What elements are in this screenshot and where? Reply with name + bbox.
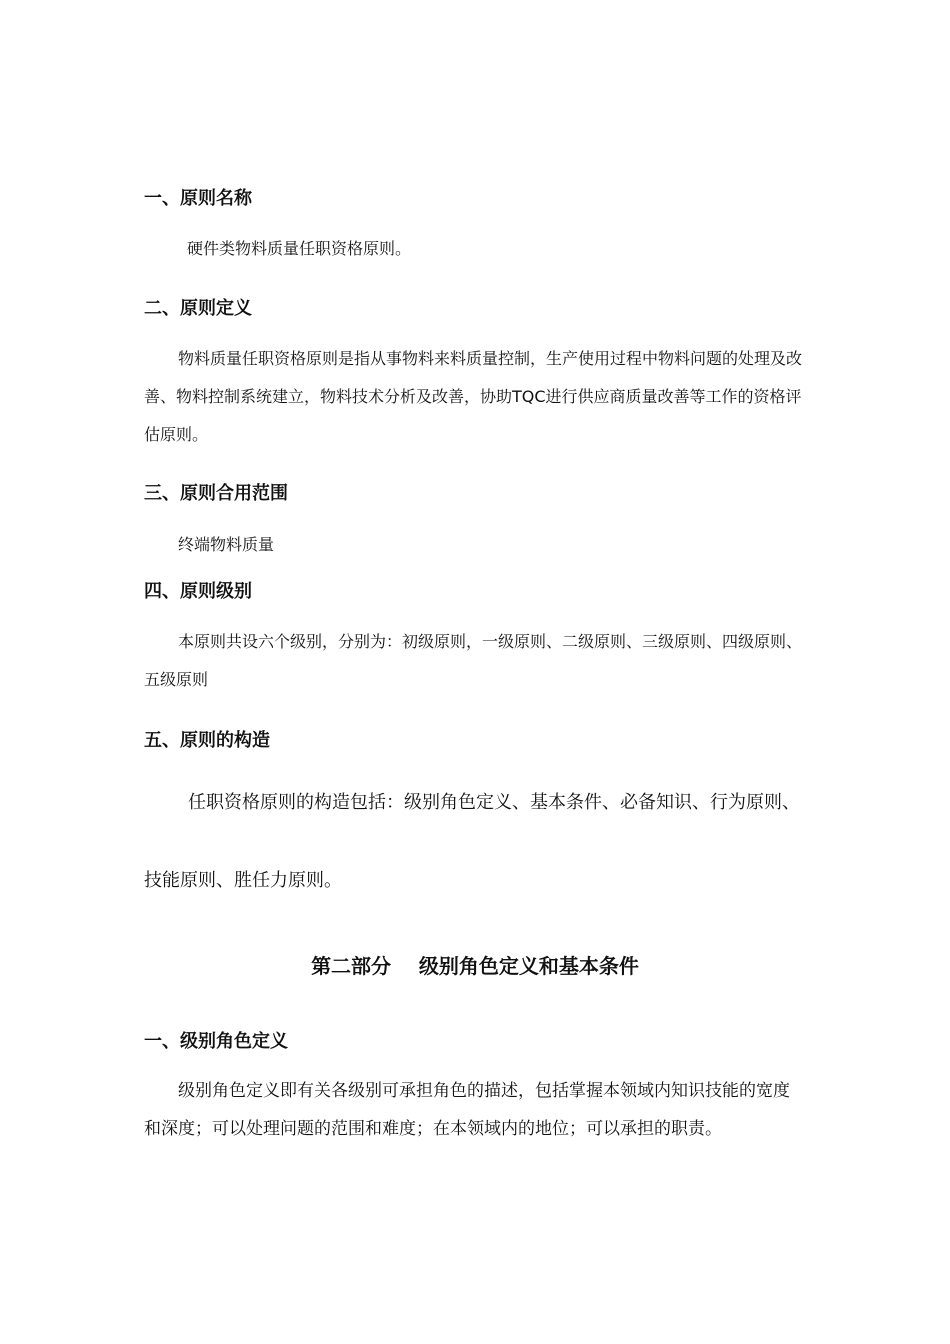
section-4-body: 本原则共设六个级别，分别为：初级原则，一级原则、二级原则、三级原则、四级原则、五级原则 [144, 632, 803, 689]
section-1-body: 硬件类物料质量任职资格原则。 [187, 239, 412, 258]
section-3-heading: 三、原则合用范围 [144, 483, 288, 504]
section-5-body: 任职资格原则的构造包括：级别角色定义、基本条件、必备知识、行为原则、技能原则、胜任力原则。 [144, 792, 800, 891]
section-1-heading: 一、原则名称 [144, 188, 252, 209]
section-3-body: 终端物料质量 [178, 535, 275, 554]
section-2-heading: 二、原则定义 [144, 298, 252, 319]
section-5-heading: 五、原则的构造 [144, 730, 270, 751]
part-2-section-1-heading: 一、级别角色定义 [144, 1031, 288, 1052]
part-2-title: 第二部分 级别角色定义和基本条件 [311, 954, 639, 978]
section-4-heading: 四、原则级别 [144, 581, 252, 602]
part-2-section-1-body: 级别角色定义即有关各级别可承担角色的描述，包括掌握本领域内知识技能的宽度和深度；可以处理问题的范围和难度；在本领域内的地位；可以承担的职责。 [144, 1081, 790, 1139]
section-2-body: 物料质量任职资格原则是指从事物料来料质量控制，生产使用过程中物料问题的处理及改善、物料控制系统建立，物料技术分析及改善，协助TQC进行供应商质量改善等工作的资格评估原则。 [144, 349, 803, 444]
